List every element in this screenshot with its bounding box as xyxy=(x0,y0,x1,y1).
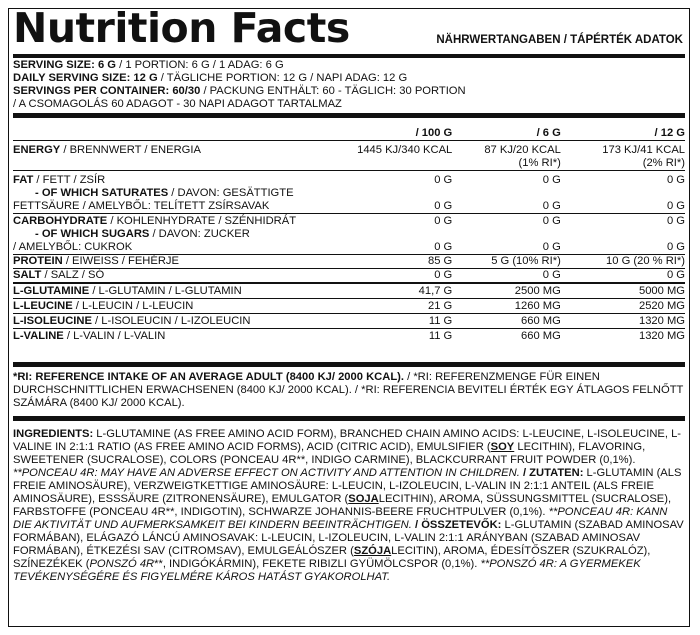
row-label: L-LEUCINE / L-LEUCIN / L-LEUCIN xyxy=(13,299,333,314)
divider-thick xyxy=(13,416,685,421)
ingredients-text: INGREDIENTS: L-GLUTAMINE (AS FREE AMINO ACID FORM), BRANCHED CHAIN AMINO ACIDS: L-LEUCINE, L-ISOLEUCINE, L-VALINE IN 2:1:1 RATIO (AS FREE AMINO ACID FORMS), ACID (CITRIC ACID), EMULSIFIER (SOY LECITHIN), FLAVORING, SWEETENER (SUCRALOSE), COLORS (PONCEAU 4R**, INDIGO CARMINE), BLACKCURRANT FRUIT POWDER (0,1%). **PONCEAU 4R: MAY HAVE AN ADVERSE EFFECT ON ACTIVITY AND ATTENTION IN CHILDREN. / ZUTATEN: L-GLUTAMIN (ALS FREIE AMINOSÄURE), VERZWEIGTKETTIGE AMINOSÄURE: L-LEUCIN, L-IZOLEUCIN, L-VALIN IN 2:1:1 ANTEIL (ALS FREIE AMINOSÄURE), ESSSÄURE (ZITRONENSÄURE), EMULGATOR (SOJALECITHIN), AROMA, SÜSSUNGSMITTEL (SUCRALOSE), FARBSTOFFE (PONCEAU 4R**, INDIGOTIN), SCHWARZE JOHANNIS-BEERE FRUCHTPULVER (0,1%). **PONCEAU 4R: KANN DIE AKTIVITÄT UND AUFMERKSAMKEIT BEI KINDERN BEEINTRÄCHTIGEN. / ÖSSZETEVŐK: L-GLUTAMIN (SZABAD AMINOSAV FORMÁBAN), ELÁGAZÓ LÁNCÚ AMINOSAVAK: L-LEUCIN, L-IZOLEUCIN, L-VALIN 2:1:1 ARÁNYBAN (SZABAD AMINOSAV FORMÁBAN), ÉTKEZÉSI SAV (CITROMSAV), EMULGEÁLÓSZER (SZÓJALECITIN), AROMA, ÉDESÍTŐSZER (SZUKRALÓZ), SZÍNEZÉKEK (PONSZÓ 4R**, INDIGÓKÁRMIN), FEKETE RIBIZLI GYÜMÖLCSPOR (0,1%). **PONSZÓ 4R: A GYERMEKEK TEVÉKENYSÉGÉRE ÉS FIGYELMÉRE KÁROS HATÁST GYAKOROLHAT. xyxy=(13,428,684,583)
nutrition-label xyxy=(8,4,690,627)
row-value-6g: 0 G xyxy=(452,228,561,255)
row-value-12g: 0 G xyxy=(561,269,685,284)
row-label: FAT / FETT / ZSÍR xyxy=(13,174,106,186)
row-value-100g: 21 G xyxy=(333,299,452,314)
table-row-l-isoleucine xyxy=(13,314,685,329)
row-value-12g: 0 G xyxy=(561,228,685,255)
row-value-12g: 2520 MG xyxy=(561,299,685,314)
row-label: CARBOHYDRATE / KOHLENHYDRATE / SZÉNHIDRÁT xyxy=(13,215,297,227)
table-row-energy xyxy=(13,141,685,171)
divider-thick xyxy=(13,362,685,367)
row-value-12g: 5000 MG xyxy=(561,283,685,299)
row-value-6g: 0 G xyxy=(452,187,561,214)
row-value-100g: 1445 KJ/340 KCAL xyxy=(333,141,452,171)
row-value-100g: 0 G xyxy=(434,215,453,227)
label-title: Nutrition Facts xyxy=(13,4,350,52)
row-value-6g: 5 G (10% RI*) xyxy=(452,255,561,269)
reference-intake-note: *RI: REFERENCE INTAKE OF AN AVERAGE ADULT (8400 KJ/ 2000 KCAL). / *RI: REFERENZMENGE FÜR EINEN DURCHSCHNITTLICHEN ERWACHSENEN (8400 KJ/ 2000 KCAL). / *RI: REFERENCIA BEVITELI ÉRTÉK EGY ÁTLAGOS FELNŐTT SZÁMÁRA (8400 KJ/ 2000 KCAL). xyxy=(13,371,684,409)
nutrition-table xyxy=(13,126,685,343)
row-value-100g: 0 G xyxy=(333,269,452,284)
row-value-12g: 0 G xyxy=(666,174,685,186)
serving-size-line: SERVING SIZE: 6 G / 1 PORTION: 6 G / 1 ADAG: 6 G xyxy=(13,59,284,71)
row-value-12g: 173 KJ/41 KCAL (2% RI*) xyxy=(561,141,685,171)
row-value-12g: 1320 MG xyxy=(561,314,685,329)
serving-info xyxy=(13,59,685,111)
row-label: L-VALINE / L-VALIN / L-VALIN xyxy=(13,330,166,342)
row-value-6g: 660 MG xyxy=(452,314,561,329)
row-value-6g: 0 G xyxy=(542,215,561,227)
row-value-100g: 11 G xyxy=(333,314,452,329)
table-row-l-valine xyxy=(13,329,685,344)
servings-per-container-line: SERVINGS PER CONTAINER: 60/30 / PACKUNG ENTHÄLT: 60 - TÄGLICH: 30 PORTION xyxy=(13,85,466,97)
row-label: - OF WHICH SUGARS / DAVON: ZUCKER / AMELYBŐL: CUKROK xyxy=(13,228,333,255)
row-label: L-ISOLEUCINE / L-ISOLEUCIN / L-IZOLEUCIN xyxy=(13,314,333,329)
column-header-100g: / 100 G xyxy=(333,126,452,141)
divider-thick xyxy=(13,54,685,58)
column-header-6g: / 6 G xyxy=(452,126,561,141)
table-row-l-leucine xyxy=(13,299,685,314)
column-header-row xyxy=(13,126,685,141)
row-value-6g: 87 KJ/20 KCAL (1% RI*) xyxy=(452,141,561,171)
row-value-100g: 0 G xyxy=(333,228,452,255)
divider-thick xyxy=(13,113,685,118)
row-value-100g: 0 G xyxy=(434,174,453,186)
row-value-12g: 0 G xyxy=(666,215,685,227)
row-label: SALT / SALZ / SÓ xyxy=(13,269,333,284)
row-value-12g: 1320 MG xyxy=(638,330,685,342)
row-value-6g: 660 MG xyxy=(521,330,561,342)
table-row-carbohydrate xyxy=(13,214,685,229)
row-value-6g: 0 G xyxy=(452,269,561,284)
column-header-12g: / 12 G xyxy=(561,126,685,141)
table-row-salt xyxy=(13,269,685,284)
row-label: L-GLUTAMINE / L-GLUTAMIN / L-GLUTAMIN xyxy=(13,283,333,299)
row-label: ENERGY / BRENNWERT / ENERGIA xyxy=(13,141,333,171)
row-value-6g: 2500 MG xyxy=(452,283,561,299)
row-value-100g: 41,7 G xyxy=(333,283,452,299)
row-value-12g: 10 G (20 % RI*) xyxy=(561,255,685,269)
row-value-12g: 0 G xyxy=(561,187,685,214)
row-value-6g: 1260 MG xyxy=(452,299,561,314)
table-row-fat xyxy=(13,171,685,188)
table-row-protein xyxy=(13,255,685,269)
row-label: - OF WHICH SATURATES / DAVON: GESÄTTIGTE FETTSÄURE / AMELYBŐL: TELÍTETT ZSÍRSAVAK xyxy=(13,187,333,214)
table-row-l-glutamine xyxy=(13,283,685,299)
row-value-100g: 0 G xyxy=(333,187,452,214)
row-label: PROTEIN / EIWEISS / FEHÉRJE xyxy=(13,255,333,269)
servings-per-container-hu-line: / A CSOMAGOLÁS 60 ADAGOT - 30 NAPI ADAGOT TARTALMAZ xyxy=(13,98,342,110)
label-subtitle: NÄHRWERTANGABEN / TÁPÉRTÉK ADATOK xyxy=(436,34,683,46)
row-value-6g: 0 G xyxy=(542,174,561,186)
table-row-sugars xyxy=(13,228,685,255)
daily-serving-line: DAILY SERVING SIZE: 12 G / TÄGLICHE PORTION: 12 G / NAPI ADAG: 12 G xyxy=(13,72,408,84)
row-value-100g: 11 G xyxy=(428,330,453,342)
row-value-100g: 85 G xyxy=(333,255,452,269)
table-row-saturates xyxy=(13,187,685,214)
